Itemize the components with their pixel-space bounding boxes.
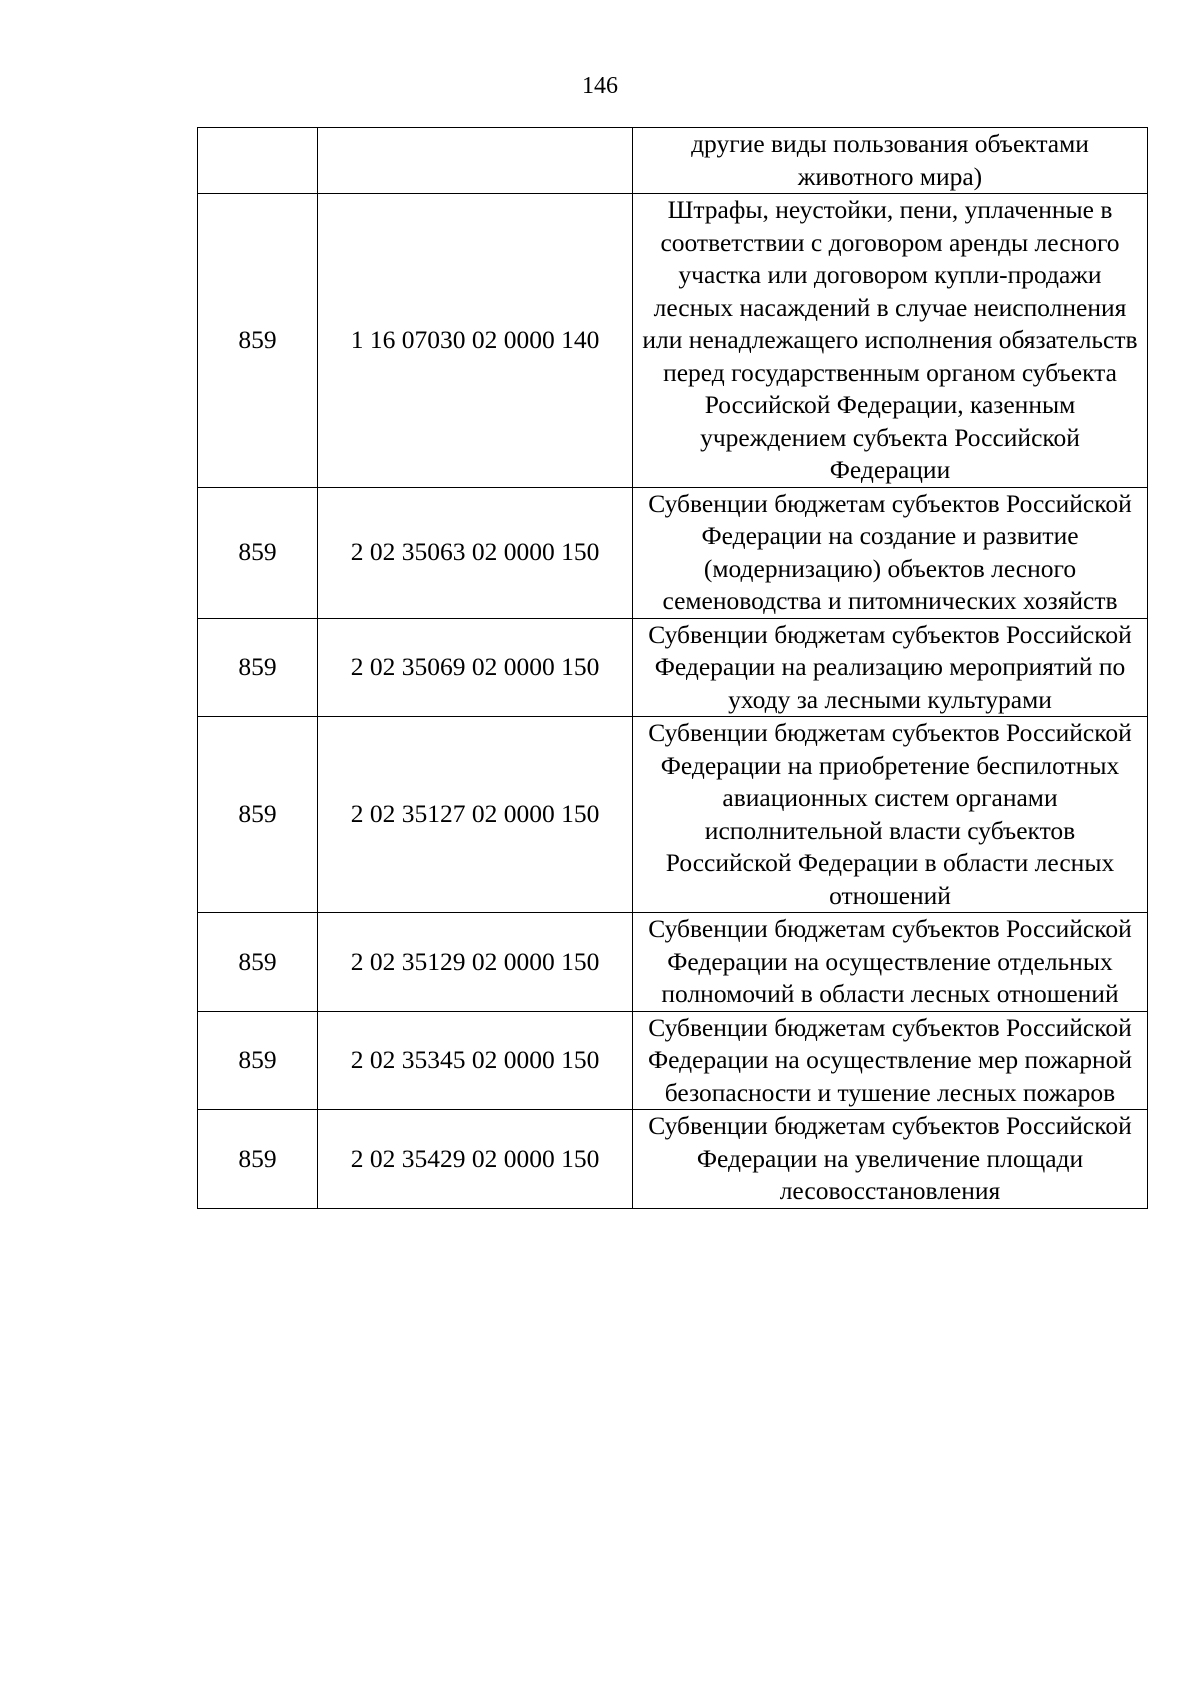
table-row	[198, 1011, 1148, 1110]
description-cell: другие виды пользования объектами животного мира)	[633, 128, 1148, 194]
table-row	[198, 913, 1148, 1012]
table-row	[198, 194, 1148, 488]
description-cell: Субвенции бюджетам субъектов Российской Федерации на осуществление мер пожарной безопасности и тушение лесных пожаров	[633, 1011, 1148, 1110]
table-row	[198, 1110, 1148, 1209]
budget-code-cell: 2 02 35063 02 0000 150	[318, 487, 633, 618]
description-cell: Субвенции бюджетам субъектов Российской Федерации на приобретение беспилотных авиационных систем органами исполнительной власти субъектов Российской Федерации в области лесных отношений	[633, 717, 1148, 913]
budget-code-cell: 2 02 35069 02 0000 150	[318, 618, 633, 717]
budget-code-cell	[318, 128, 633, 194]
admin-code-cell	[198, 128, 318, 194]
admin-code-cell: 859	[198, 1011, 318, 1110]
table-row	[198, 128, 1148, 194]
budget-code-cell: 2 02 35127 02 0000 150	[318, 717, 633, 913]
description-cell: Субвенции бюджетам субъектов Российской Федерации на осуществление отдельных полномочий в области лесных отношений	[633, 913, 1148, 1012]
description-cell: Субвенции бюджетам субъектов Российской Федерации на увеличение площади лесовосстановления	[633, 1110, 1148, 1209]
description-cell: Субвенции бюджетам субъектов Российской Федерации на реализацию мероприятий по уходу за лесными культурами	[633, 618, 1148, 717]
table-row	[198, 618, 1148, 717]
budget-classification-table	[197, 127, 1148, 1209]
description-cell: Субвенции бюджетам субъектов Российской Федерации на создание и развитие (модернизацию) объектов лесного семеноводства и питомнических хозяйств	[633, 487, 1148, 618]
description-cell: Штрафы, неустойки, пени, уплаченные в соответствии с договором аренды лесного участка или договором купли-продажи лесных насаждений в случае неисполнения или ненадлежащего исполнения обязательств перед государственным органом субъекта Российской Федерации, казенным учреждением субъекта Российской Федерации	[633, 194, 1148, 488]
admin-code-cell: 859	[198, 717, 318, 913]
admin-code-cell: 859	[198, 194, 318, 488]
budget-code-cell: 2 02 35129 02 0000 150	[318, 913, 633, 1012]
table-row	[198, 487, 1148, 618]
budget-code-cell: 1 16 07030 02 0000 140	[318, 194, 633, 488]
admin-code-cell: 859	[198, 487, 318, 618]
table-row	[198, 717, 1148, 913]
budget-code-cell: 2 02 35345 02 0000 150	[318, 1011, 633, 1110]
budget-code-cell: 2 02 35429 02 0000 150	[318, 1110, 633, 1209]
admin-code-cell: 859	[198, 913, 318, 1012]
admin-code-cell: 859	[198, 1110, 318, 1209]
page-number: 146	[582, 73, 618, 99]
admin-code-cell: 859	[198, 618, 318, 717]
